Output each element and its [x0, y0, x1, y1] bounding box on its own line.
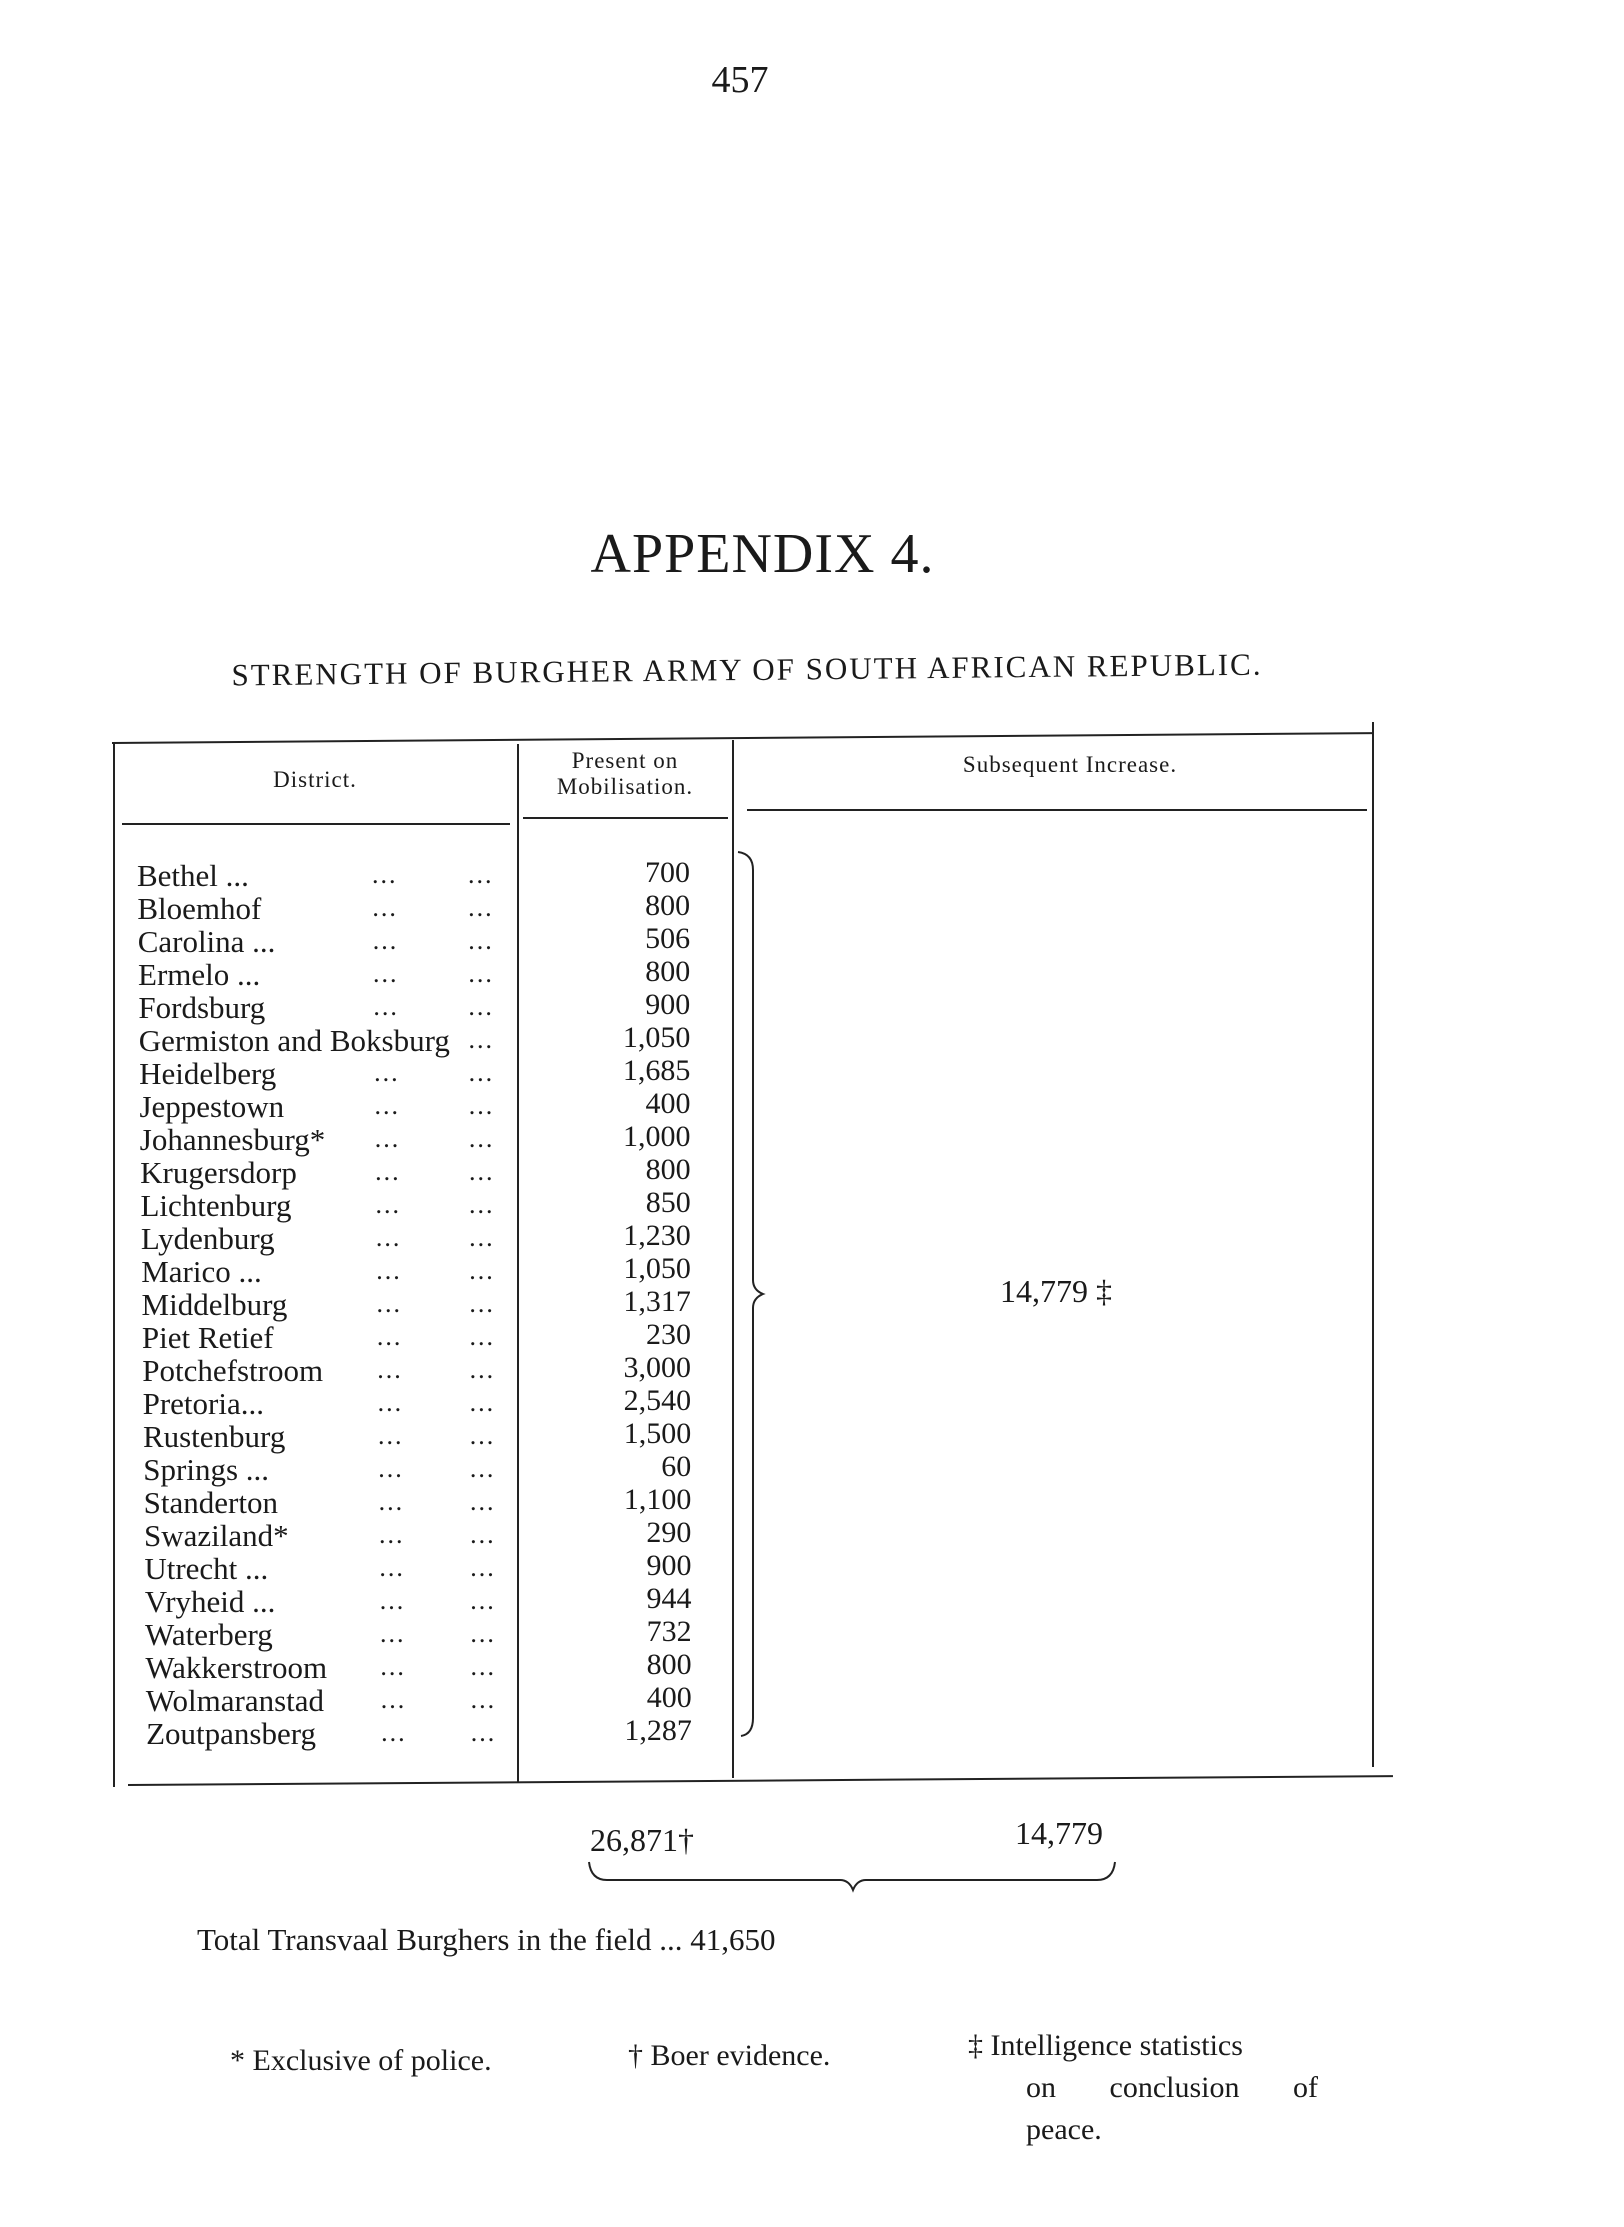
leader-dots: ...: [374, 1058, 400, 1087]
present-on-mobilisation-value: 944: [646, 1582, 692, 1615]
present-on-mobilisation-value: 900: [645, 988, 691, 1021]
footnote-ddagger-line1: ‡ Intelligence statistics: [968, 2029, 1243, 2062]
district-name: Germiston and Boksburg: [138, 1023, 450, 1058]
footnote-boer-evidence: † Boer evidence.: [628, 2039, 831, 2072]
leader-dots: ...: [468, 860, 494, 889]
district-name: Lydenburg: [140, 1221, 275, 1256]
present-on-mobilisation-value: 800: [645, 955, 691, 988]
present-on-mobilisation-value: 1,500: [623, 1417, 692, 1450]
leader-dots: ...: [376, 1256, 402, 1285]
district-name: Pretoria...: [142, 1386, 264, 1421]
present-on-mobilisation-value: 60: [661, 1450, 692, 1483]
leader-dots: ...: [469, 1256, 495, 1285]
increase-brace: [735, 850, 775, 1740]
header-rule-increase: [747, 809, 1367, 811]
leader-dots: ...: [469, 1388, 496, 1417]
leader-dots: ...: [468, 992, 494, 1021]
leader-dots: ...: [470, 1520, 496, 1549]
district-name: Ermelo ...: [138, 957, 261, 992]
present-on-mobilisation-value: 1,317: [623, 1285, 691, 1318]
table-title: STRENGTH OF BURGHER ARMY OF SOUTH AFRICAN REPUBLIC.: [231, 646, 1263, 693]
present-on-mobilisation-value: 800: [645, 1153, 691, 1186]
present-on-mobilisation-value: 1,230: [623, 1219, 691, 1252]
footnote-ddagger-line2: on conclusion of: [1026, 2071, 1318, 2104]
leader-dots: ...: [378, 1454, 404, 1483]
leader-dots: ...: [468, 1025, 495, 1054]
total-subsequent-increase: 14,779: [1015, 1815, 1103, 1851]
district-name: Heidelberg: [139, 1056, 277, 1091]
leader-dots: ...: [470, 1586, 496, 1615]
header-rule-district: [122, 823, 510, 825]
leader-dots: ...: [377, 1355, 403, 1384]
present-on-mobilisation-value: 700: [645, 856, 690, 889]
leader-dots: ...: [372, 893, 398, 922]
leader-dots: ...: [469, 1322, 495, 1351]
leader-dots: ...: [470, 1553, 496, 1582]
leader-dots: ...: [469, 1487, 496, 1516]
leader-dots: ...: [470, 1685, 497, 1714]
present-on-mobilisation-value: 400: [645, 1087, 691, 1120]
leader-dots: ...: [469, 1190, 495, 1219]
district-name: Bethel ...: [137, 858, 249, 893]
district-name: Utrecht ...: [144, 1551, 269, 1586]
present-on-mobilisation-value: 1,100: [623, 1483, 692, 1516]
present-on-mobilisation-value: 506: [645, 922, 691, 955]
leader-dots: ...: [469, 1289, 495, 1318]
header-district: District.: [273, 767, 357, 792]
header-present-line1: Present on: [571, 748, 679, 773]
present-on-mobilisation-value: 1,000: [623, 1120, 691, 1153]
present-on-mobilisation-value: 1,685: [622, 1054, 691, 1087]
header-increase: Subsequent Increase.: [962, 752, 1178, 777]
header-present-line2: Mobilisation.: [556, 774, 694, 799]
leader-dots: ...: [470, 1652, 497, 1681]
present-on-mobilisation-value: 290: [646, 1516, 692, 1549]
footnote-intelligence-statistics: [968, 2025, 1318, 2151]
leader-dots: ...: [378, 1487, 405, 1516]
district-name: Middelburg: [141, 1287, 288, 1322]
district-name: Swaziland*: [144, 1518, 289, 1553]
leader-dots: ...: [468, 926, 494, 955]
leader-dots: ...: [372, 926, 399, 955]
district-name: Rustenburg: [142, 1419, 286, 1454]
table-top-border: [112, 732, 1374, 744]
district-name: Johannesburg*: [139, 1122, 326, 1157]
leader-dots: ...: [376, 1289, 403, 1318]
district-name: Lichtenburg: [140, 1188, 292, 1223]
district-name: Fordsburg: [138, 990, 266, 1025]
page-number: 457: [711, 59, 769, 101]
district-name: Krugersdorp: [140, 1155, 297, 1190]
header-rule-present: [523, 817, 728, 819]
present-on-mobilisation-value: 1,287: [624, 1714, 692, 1747]
leader-dots: ...: [380, 1619, 406, 1648]
present-on-mobilisation-value: 850: [645, 1186, 691, 1219]
totals-brace: [585, 1860, 1120, 1900]
district-name: Waterberg: [145, 1617, 273, 1652]
leader-dots: ...: [381, 1718, 407, 1747]
district-name: Wakkerstroom: [145, 1650, 328, 1685]
leader-dots: ...: [374, 1124, 401, 1153]
leader-dots: ...: [373, 992, 399, 1021]
present-on-mobilisation-value: 400: [646, 1681, 692, 1714]
leader-dots: ...: [372, 860, 398, 889]
leader-dots: ...: [468, 1157, 495, 1186]
leader-dots: ...: [469, 1355, 496, 1384]
present-on-mobilisation-value: 800: [646, 1648, 692, 1681]
district-name: Standerton: [143, 1485, 278, 1520]
leader-dots: ...: [375, 1157, 401, 1186]
grand-total-line: Total Transvaal Burghers in the field ... 41,650: [197, 1922, 776, 1957]
leader-dots: ...: [468, 893, 494, 922]
leader-dots: ...: [375, 1223, 402, 1252]
leader-dots: ...: [373, 959, 399, 988]
leader-dots: ...: [377, 1388, 404, 1417]
leader-dots: ...: [377, 1421, 404, 1450]
leader-dots: ...: [468, 959, 494, 988]
leader-dots: ...: [469, 1223, 495, 1252]
district-name: Bloemhof: [137, 891, 262, 926]
leader-dots: ...: [379, 1553, 405, 1582]
present-on-mobilisation-value: 3,000: [623, 1351, 692, 1384]
table-left-border: [113, 742, 115, 1787]
leader-dots: ...: [469, 1454, 496, 1483]
district-name: Potchefstroom: [142, 1353, 324, 1388]
district-name: Marico ...: [141, 1254, 262, 1289]
leader-dots: ...: [469, 1421, 496, 1450]
present-on-mobilisation-value: 1,050: [623, 1252, 691, 1285]
present-on-mobilisation-value: 1,050: [622, 1021, 691, 1054]
present-on-mobilisation-value: 230: [645, 1318, 691, 1351]
district-name: Jeppestown: [139, 1089, 285, 1124]
leader-dots: ...: [374, 1091, 400, 1120]
leader-dots: ...: [468, 1058, 495, 1087]
subsequent-increase-value: 14,779 ‡: [1000, 1273, 1112, 1309]
leader-dots: ...: [470, 1718, 497, 1747]
district-name: Carolina ...: [137, 924, 276, 959]
present-on-mobilisation-value: 732: [646, 1615, 692, 1648]
table-bottom-border: [128, 1775, 1393, 1786]
district-name: Wolmaranstad: [145, 1683, 325, 1718]
district-name: Springs ...: [143, 1452, 270, 1487]
district-name: Zoutpansberg: [146, 1716, 316, 1751]
district-name: Vryheid ...: [144, 1584, 276, 1619]
leader-dots: ...: [380, 1652, 406, 1681]
leader-dots: ...: [468, 1091, 495, 1120]
leader-dots: ...: [470, 1619, 496, 1648]
column-divider-1: [517, 744, 519, 1782]
leader-dots: ...: [375, 1190, 401, 1219]
column-divider-2: [732, 740, 734, 1778]
leader-dots: ...: [376, 1322, 403, 1351]
present-on-mobilisation-value: 900: [646, 1549, 692, 1582]
total-present-on-mobilisation: 26,871†: [590, 1822, 694, 1858]
leader-dots: ...: [379, 1520, 405, 1549]
leader-dots: ...: [468, 1124, 495, 1153]
table-right-border: [1372, 722, 1374, 1767]
leader-dots: ...: [380, 1685, 407, 1714]
district-name: Piet Retief: [141, 1320, 274, 1355]
footnote-ddagger-line3: peace.: [1026, 2113, 1102, 2146]
present-on-mobilisation-value: 800: [645, 889, 691, 922]
leader-dots: ...: [379, 1586, 406, 1615]
footnote-exclusive-of-police: * Exclusive of police.: [230, 2044, 492, 2077]
appendix-title: APPENDIX 4.: [590, 523, 935, 585]
present-on-mobilisation-value: 2,540: [623, 1384, 692, 1417]
